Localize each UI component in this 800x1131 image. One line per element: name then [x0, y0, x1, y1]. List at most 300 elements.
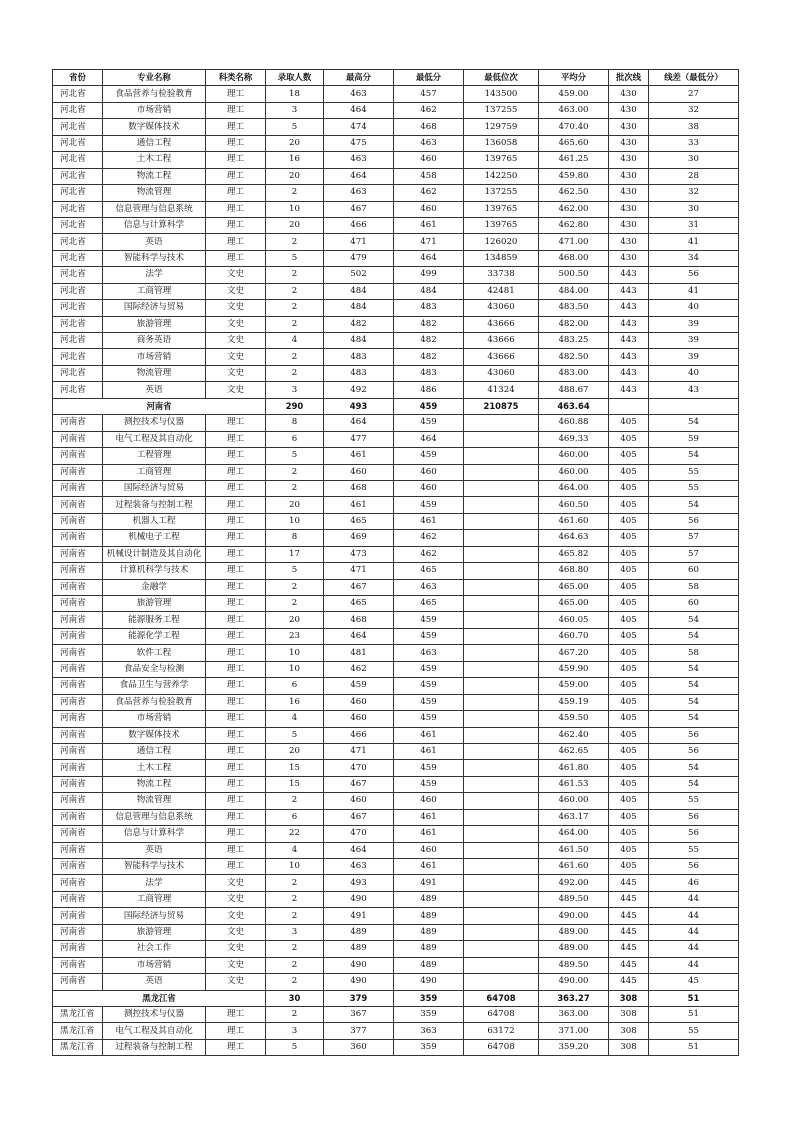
table-row — [53, 859, 739, 875]
table-header-row — [53, 70, 739, 86]
cell-major: 国际经济与贸易 — [103, 300, 206, 316]
table-row — [53, 431, 739, 447]
cell-avg-score: 483.00 — [539, 365, 609, 381]
cell-min-score: 482 — [394, 316, 464, 332]
table-row — [53, 563, 739, 579]
cell-category: 理工 — [206, 201, 266, 217]
cell-admitted-count: 2 — [266, 793, 324, 809]
cell-avg-score: 465.00 — [539, 579, 609, 595]
cell-line-diff: 54 — [649, 711, 739, 727]
cell-province: 河南省 — [53, 678, 103, 694]
cell-avg-score: 482.50 — [539, 349, 609, 365]
cell-min-score: 471 — [394, 234, 464, 250]
cell-max-score: 489 — [324, 941, 394, 957]
cell-max-score: 491 — [324, 908, 394, 924]
cell-line-diff: 40 — [649, 300, 739, 316]
cell-major: 信息与计算科学 — [103, 217, 206, 233]
cell-min-rank — [464, 694, 539, 710]
cell-max-score: 479 — [324, 250, 394, 266]
cell-max-score: 483 — [324, 349, 394, 365]
cell-batch-line: 405 — [609, 497, 649, 513]
table-row — [53, 711, 739, 727]
cell-min-score: 462 — [394, 185, 464, 201]
cell-line-diff: 58 — [649, 579, 739, 595]
cell-max-score: 467 — [324, 809, 394, 825]
table-row — [53, 267, 739, 283]
cell-admitted-count: 15 — [266, 776, 324, 792]
cell-min-rank: 136058 — [464, 135, 539, 151]
cell-avg-score: 468.80 — [539, 563, 609, 579]
cell-line-diff: 30 — [649, 201, 739, 217]
cell-major: 通信工程 — [103, 743, 206, 759]
cell-admitted-count: 10 — [266, 201, 324, 217]
cell-category: 文史 — [206, 300, 266, 316]
cell-admitted-count: 18 — [266, 86, 324, 102]
cell-avg-score: 465.00 — [539, 596, 609, 612]
table-row — [53, 776, 739, 792]
summary-max-score: 379 — [324, 990, 394, 1006]
cell-major: 信息与计算科学 — [103, 826, 206, 842]
cell-province: 河北省 — [53, 201, 103, 217]
header-max-score: 最高分 — [324, 70, 394, 86]
cell-admitted-count: 20 — [266, 217, 324, 233]
cell-batch-line: 405 — [609, 859, 649, 875]
cell-min-rank — [464, 859, 539, 875]
cell-category: 理工 — [206, 1006, 266, 1022]
cell-category: 理工 — [206, 464, 266, 480]
cell-category: 理工 — [206, 579, 266, 595]
cell-category: 理工 — [206, 102, 266, 118]
cell-admitted-count: 20 — [266, 135, 324, 151]
table-row — [53, 628, 739, 644]
cell-admitted-count: 6 — [266, 431, 324, 447]
cell-batch-line: 405 — [609, 415, 649, 431]
cell-province: 河南省 — [53, 645, 103, 661]
cell-admitted-count: 16 — [266, 152, 324, 168]
cell-min-score: 465 — [394, 563, 464, 579]
summary-label: 河南省 — [53, 398, 266, 414]
cell-category: 文史 — [206, 974, 266, 990]
cell-line-diff: 44 — [649, 957, 739, 973]
cell-major: 智能科学与技术 — [103, 859, 206, 875]
cell-category: 文史 — [206, 957, 266, 973]
cell-category: 理工 — [206, 1039, 266, 1055]
admission-score-table — [52, 69, 739, 1056]
cell-category: 理工 — [206, 250, 266, 266]
cell-min-score: 461 — [394, 809, 464, 825]
table-row — [53, 349, 739, 365]
cell-province: 河北省 — [53, 234, 103, 250]
cell-min-rank: 43060 — [464, 300, 539, 316]
cell-min-rank — [464, 612, 539, 628]
summary-admitted-count: 290 — [266, 398, 324, 414]
summary-label: 黑龙江省 — [53, 990, 266, 1006]
cell-admitted-count: 2 — [266, 480, 324, 496]
cell-min-rank: 64708 — [464, 1006, 539, 1022]
cell-max-score: 484 — [324, 283, 394, 299]
cell-line-diff: 44 — [649, 891, 739, 907]
cell-min-score: 464 — [394, 431, 464, 447]
cell-avg-score: 460.70 — [539, 628, 609, 644]
cell-admitted-count: 2 — [266, 1006, 324, 1022]
cell-batch-line: 405 — [609, 579, 649, 595]
cell-max-score: 484 — [324, 333, 394, 349]
cell-avg-score: 463.17 — [539, 809, 609, 825]
cell-category: 理工 — [206, 612, 266, 628]
cell-admitted-count: 2 — [266, 875, 324, 891]
cell-avg-score: 461.25 — [539, 152, 609, 168]
cell-min-rank — [464, 596, 539, 612]
cell-category: 理工 — [206, 546, 266, 562]
cell-admitted-count: 4 — [266, 711, 324, 727]
cell-batch-line: 443 — [609, 316, 649, 332]
cell-min-score: 460 — [394, 480, 464, 496]
cell-category: 文史 — [206, 365, 266, 381]
cell-major: 测控技术与仪器 — [103, 1006, 206, 1022]
cell-category: 理工 — [206, 760, 266, 776]
table-row — [53, 530, 739, 546]
cell-admitted-count: 17 — [266, 546, 324, 562]
cell-avg-score: 462.00 — [539, 201, 609, 217]
cell-min-score: 463 — [394, 645, 464, 661]
cell-min-rank — [464, 464, 539, 480]
cell-admitted-count: 20 — [266, 743, 324, 759]
cell-line-diff: 54 — [649, 776, 739, 792]
cell-admitted-count: 5 — [266, 727, 324, 743]
cell-avg-score: 483.50 — [539, 300, 609, 316]
cell-major: 机械电子工程 — [103, 530, 206, 546]
cell-min-score: 460 — [394, 793, 464, 809]
cell-batch-line: 308 — [609, 1006, 649, 1022]
table-row — [53, 826, 739, 842]
cell-category: 理工 — [206, 859, 266, 875]
cell-admitted-count: 10 — [266, 645, 324, 661]
cell-avg-score: 489.00 — [539, 941, 609, 957]
cell-category: 文史 — [206, 941, 266, 957]
cell-avg-score: 459.90 — [539, 661, 609, 677]
cell-line-diff: 39 — [649, 333, 739, 349]
cell-max-score: 360 — [324, 1039, 394, 1055]
cell-line-diff: 56 — [649, 859, 739, 875]
table-row — [53, 102, 739, 118]
cell-category: 理工 — [206, 513, 266, 529]
cell-avg-score: 489.00 — [539, 924, 609, 940]
cell-province: 河南省 — [53, 513, 103, 529]
cell-min-rank: 42481 — [464, 283, 539, 299]
cell-avg-score: 484.00 — [539, 283, 609, 299]
cell-province: 河北省 — [53, 267, 103, 283]
cell-line-diff: 59 — [649, 431, 739, 447]
cell-min-rank: 139765 — [464, 152, 539, 168]
cell-batch-line: 405 — [609, 793, 649, 809]
cell-line-diff: 44 — [649, 908, 739, 924]
cell-batch-line: 430 — [609, 201, 649, 217]
cell-province: 河北省 — [53, 250, 103, 266]
cell-min-score: 459 — [394, 678, 464, 694]
cell-line-diff: 58 — [649, 645, 739, 661]
cell-admitted-count: 5 — [266, 119, 324, 135]
cell-province: 河南省 — [53, 924, 103, 940]
cell-major: 信息管理与信息系统 — [103, 201, 206, 217]
cell-major: 物流工程 — [103, 168, 206, 184]
cell-avg-score: 489.50 — [539, 891, 609, 907]
cell-line-diff: 33 — [649, 135, 739, 151]
cell-category: 理工 — [206, 596, 266, 612]
cell-min-score: 363 — [394, 1023, 464, 1039]
cell-avg-score: 492.00 — [539, 875, 609, 891]
cell-admitted-count: 2 — [266, 283, 324, 299]
cell-major: 机械设计制造及其自动化 — [103, 546, 206, 562]
table-row — [53, 152, 739, 168]
cell-admitted-count: 10 — [266, 513, 324, 529]
cell-avg-score: 489.50 — [539, 957, 609, 973]
cell-max-score: 492 — [324, 382, 394, 398]
cell-min-rank — [464, 480, 539, 496]
cell-major: 国际经济与贸易 — [103, 480, 206, 496]
cell-category: 理工 — [206, 234, 266, 250]
table-row — [53, 135, 739, 151]
header-category: 科类名称 — [206, 70, 266, 86]
cell-major: 过程装备与控制工程 — [103, 1039, 206, 1055]
cell-province: 黑龙江省 — [53, 1006, 103, 1022]
cell-max-score: 460 — [324, 694, 394, 710]
cell-line-diff: 60 — [649, 596, 739, 612]
cell-line-diff: 57 — [649, 530, 739, 546]
cell-province: 河南省 — [53, 579, 103, 595]
cell-line-diff: 56 — [649, 743, 739, 759]
cell-avg-score: 464.00 — [539, 480, 609, 496]
cell-line-diff: 54 — [649, 661, 739, 677]
table-row — [53, 464, 739, 480]
cell-category: 文史 — [206, 283, 266, 299]
cell-major: 电气工程及其自动化 — [103, 1023, 206, 1039]
cell-province: 河南省 — [53, 957, 103, 973]
cell-avg-score: 488.67 — [539, 382, 609, 398]
cell-min-score: 489 — [394, 941, 464, 957]
cell-major: 工商管理 — [103, 283, 206, 299]
cell-line-diff: 39 — [649, 316, 739, 332]
cell-major: 物流管理 — [103, 793, 206, 809]
cell-line-diff: 55 — [649, 480, 739, 496]
cell-category: 文史 — [206, 316, 266, 332]
cell-min-rank — [464, 661, 539, 677]
cell-category: 理工 — [206, 628, 266, 644]
table-row — [53, 793, 739, 809]
cell-min-score: 462 — [394, 530, 464, 546]
cell-category: 理工 — [206, 842, 266, 858]
cell-batch-line: 443 — [609, 300, 649, 316]
cell-category: 理工 — [206, 168, 266, 184]
cell-batch-line: 405 — [609, 842, 649, 858]
table-row — [53, 382, 739, 398]
table-row — [53, 234, 739, 250]
cell-min-score: 460 — [394, 201, 464, 217]
cell-min-rank — [464, 431, 539, 447]
table-row — [53, 809, 739, 825]
table-row — [53, 1006, 739, 1022]
cell-admitted-count: 2 — [266, 596, 324, 612]
cell-category: 理工 — [206, 431, 266, 447]
cell-province: 河南省 — [53, 497, 103, 513]
cell-avg-score: 460.88 — [539, 415, 609, 431]
cell-min-score: 459 — [394, 776, 464, 792]
cell-min-score: 459 — [394, 497, 464, 513]
cell-category: 理工 — [206, 1023, 266, 1039]
cell-min-rank — [464, 760, 539, 776]
cell-admitted-count: 3 — [266, 102, 324, 118]
cell-admitted-count: 2 — [266, 349, 324, 365]
cell-line-diff: 45 — [649, 974, 739, 990]
cell-category: 文史 — [206, 891, 266, 907]
cell-province: 河北省 — [53, 333, 103, 349]
cell-batch-line: 443 — [609, 267, 649, 283]
cell-category: 理工 — [206, 415, 266, 431]
cell-min-score: 489 — [394, 908, 464, 924]
cell-batch-line: 405 — [609, 448, 649, 464]
cell-major: 英语 — [103, 842, 206, 858]
cell-min-score: 468 — [394, 119, 464, 135]
cell-min-score: 457 — [394, 86, 464, 102]
cell-category: 理工 — [206, 217, 266, 233]
cell-category: 文史 — [206, 382, 266, 398]
cell-category: 理工 — [206, 152, 266, 168]
cell-province: 河南省 — [53, 530, 103, 546]
cell-province: 黑龙江省 — [53, 1023, 103, 1039]
cell-line-diff: 41 — [649, 283, 739, 299]
cell-admitted-count: 23 — [266, 628, 324, 644]
table-row — [53, 513, 739, 529]
cell-min-rank — [464, 941, 539, 957]
cell-max-score: 474 — [324, 119, 394, 135]
cell-major: 英语 — [103, 974, 206, 990]
cell-province: 河南省 — [53, 415, 103, 431]
table-row — [53, 250, 739, 266]
cell-admitted-count: 4 — [266, 333, 324, 349]
cell-line-diff: 34 — [649, 250, 739, 266]
cell-max-score: 471 — [324, 563, 394, 579]
cell-min-rank — [464, 513, 539, 529]
cell-max-score: 475 — [324, 135, 394, 151]
cell-max-score: 477 — [324, 431, 394, 447]
cell-min-rank: 41324 — [464, 382, 539, 398]
cell-batch-line: 405 — [609, 431, 649, 447]
cell-province: 河南省 — [53, 464, 103, 480]
cell-major: 能源化学工程 — [103, 628, 206, 644]
cell-avg-score: 461.60 — [539, 859, 609, 875]
header-min-score: 最低分 — [394, 70, 464, 86]
cell-min-score: 461 — [394, 217, 464, 233]
cell-admitted-count: 5 — [266, 250, 324, 266]
cell-min-rank: 134859 — [464, 250, 539, 266]
cell-max-score: 482 — [324, 316, 394, 332]
cell-province: 河北省 — [53, 365, 103, 381]
cell-batch-line: 405 — [609, 480, 649, 496]
cell-admitted-count: 2 — [266, 974, 324, 990]
cell-batch-line: 430 — [609, 152, 649, 168]
table-row — [53, 316, 739, 332]
cell-min-score: 461 — [394, 727, 464, 743]
cell-max-score: 460 — [324, 793, 394, 809]
cell-batch-line: 405 — [609, 826, 649, 842]
cell-batch-line: 430 — [609, 86, 649, 102]
cell-max-score: 466 — [324, 727, 394, 743]
cell-min-rank — [464, 842, 539, 858]
cell-province: 河北省 — [53, 102, 103, 118]
cell-min-rank — [464, 957, 539, 973]
cell-admitted-count: 5 — [266, 563, 324, 579]
cell-avg-score: 462.80 — [539, 217, 609, 233]
cell-avg-score: 460.50 — [539, 497, 609, 513]
cell-min-score: 465 — [394, 596, 464, 612]
cell-admitted-count: 2 — [266, 957, 324, 973]
cell-major: 食品安全与检测 — [103, 661, 206, 677]
cell-category: 理工 — [206, 678, 266, 694]
cell-min-rank: 142250 — [464, 168, 539, 184]
cell-min-rank — [464, 497, 539, 513]
cell-admitted-count: 8 — [266, 415, 324, 431]
header-line-diff: 线差（最低分） — [649, 70, 739, 86]
cell-min-rank: 139765 — [464, 217, 539, 233]
cell-province: 河南省 — [53, 431, 103, 447]
cell-province: 河北省 — [53, 300, 103, 316]
table-row — [53, 1039, 739, 1055]
table-row — [53, 957, 739, 973]
cell-batch-line: 308 — [609, 1023, 649, 1039]
cell-major: 英语 — [103, 382, 206, 398]
cell-major: 法学 — [103, 875, 206, 891]
cell-line-diff: 54 — [649, 497, 739, 513]
cell-batch-line: 405 — [609, 661, 649, 677]
cell-province: 河南省 — [53, 875, 103, 891]
cell-province: 河南省 — [53, 776, 103, 792]
cell-province: 河南省 — [53, 563, 103, 579]
cell-max-score: 471 — [324, 234, 394, 250]
cell-category: 理工 — [206, 727, 266, 743]
cell-min-rank — [464, 678, 539, 694]
cell-max-score: 490 — [324, 957, 394, 973]
cell-category: 理工 — [206, 645, 266, 661]
cell-admitted-count: 2 — [266, 300, 324, 316]
cell-avg-score: 460.00 — [539, 464, 609, 480]
cell-avg-score: 465.82 — [539, 546, 609, 562]
cell-max-score: 464 — [324, 168, 394, 184]
cell-max-score: 493 — [324, 875, 394, 891]
table-row — [53, 612, 739, 628]
table-row — [53, 579, 739, 595]
cell-max-score: 469 — [324, 530, 394, 546]
cell-min-score: 460 — [394, 152, 464, 168]
cell-max-score: 490 — [324, 974, 394, 990]
cell-line-diff: 55 — [649, 1023, 739, 1039]
cell-avg-score: 465.60 — [539, 135, 609, 151]
cell-province: 河南省 — [53, 694, 103, 710]
cell-min-rank: 33738 — [464, 267, 539, 283]
cell-avg-score: 459.50 — [539, 711, 609, 727]
cell-min-score: 459 — [394, 415, 464, 431]
cell-admitted-count: 2 — [266, 316, 324, 332]
cell-province: 河南省 — [53, 596, 103, 612]
cell-line-diff: 38 — [649, 119, 739, 135]
summary-min-score: 359 — [394, 990, 464, 1006]
cell-category: 理工 — [206, 86, 266, 102]
cell-line-diff: 54 — [649, 415, 739, 431]
cell-min-score: 499 — [394, 267, 464, 283]
cell-major: 市场营销 — [103, 957, 206, 973]
cell-category: 理工 — [206, 480, 266, 496]
cell-admitted-count: 2 — [266, 579, 324, 595]
cell-batch-line: 430 — [609, 250, 649, 266]
cell-avg-score: 464.00 — [539, 826, 609, 842]
